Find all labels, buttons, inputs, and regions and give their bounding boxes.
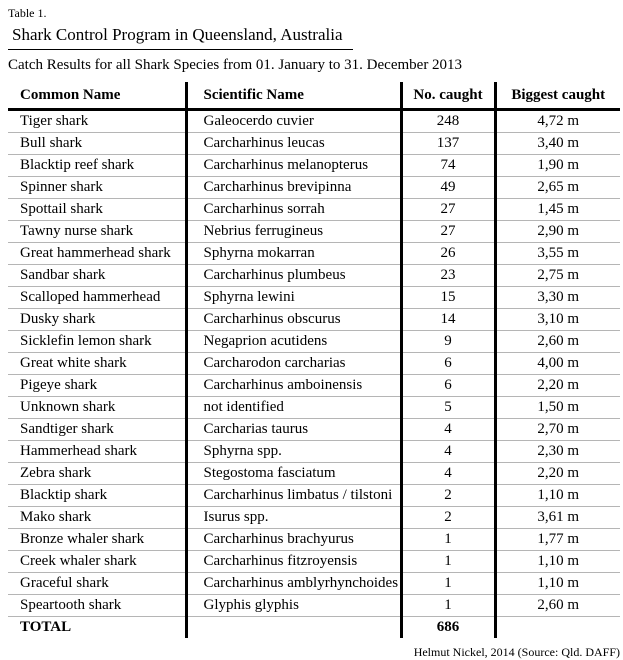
no-caught-cell: 137 — [401, 133, 495, 155]
no-caught-cell: 27 — [401, 199, 495, 221]
common-name-cell: Scalloped hammerhead — [8, 287, 186, 309]
table-body — [8, 110, 620, 617]
common-name-cell: Great white shark — [8, 353, 186, 375]
table-header-row — [8, 82, 620, 110]
table-row — [8, 485, 620, 507]
no-caught-cell: 248 — [401, 110, 495, 133]
column-header-no-caught: No. caught — [401, 82, 495, 110]
common-name-cell: Zebra shark — [8, 463, 186, 485]
common-name-cell: Blacktip reef shark — [8, 155, 186, 177]
page-title-text: Shark Control Program in Queensland, Australia — [8, 24, 353, 50]
scientific-name-cell: Glyphis glyphis — [186, 595, 401, 617]
table-row — [8, 133, 620, 155]
biggest-caught-cell: 2,70 m — [495, 419, 620, 441]
common-name-cell: Speartooth shark — [8, 595, 186, 617]
biggest-caught-cell: 3,55 m — [495, 243, 620, 265]
no-caught-cell: 6 — [401, 353, 495, 375]
table-header — [8, 82, 620, 110]
biggest-caught-cell: 1,77 m — [495, 529, 620, 551]
biggest-caught-cell: 3,10 m — [495, 309, 620, 331]
no-caught-cell: 27 — [401, 221, 495, 243]
table-row — [8, 529, 620, 551]
biggest-caught-cell: 3,61 m — [495, 507, 620, 529]
biggest-caught-cell: 1,90 m — [495, 155, 620, 177]
common-name-cell: Bull shark — [8, 133, 186, 155]
common-name-cell: Sandtiger shark — [8, 419, 186, 441]
table-row — [8, 221, 620, 243]
biggest-caught-cell: 1,10 m — [495, 551, 620, 573]
no-caught-cell: 6 — [401, 375, 495, 397]
table-row — [8, 397, 620, 419]
common-name-cell: Blacktip shark — [8, 485, 186, 507]
biggest-caught-cell: 1,50 m — [495, 397, 620, 419]
no-caught-cell: 23 — [401, 265, 495, 287]
table-footer — [8, 617, 620, 639]
scientific-name-cell: not identified — [186, 397, 401, 419]
no-caught-cell: 9 — [401, 331, 495, 353]
common-name-cell: Pigeye shark — [8, 375, 186, 397]
biggest-caught-cell: 2,90 m — [495, 221, 620, 243]
common-name-cell: Sicklefin lemon shark — [8, 331, 186, 353]
no-caught-cell: 4 — [401, 419, 495, 441]
scientific-name-cell: Carcharhinus amblyrhynchoides — [186, 573, 401, 595]
table-row — [8, 309, 620, 331]
no-caught-cell: 4 — [401, 441, 495, 463]
no-caught-cell: 2 — [401, 485, 495, 507]
table-row — [8, 155, 620, 177]
table-row — [8, 177, 620, 199]
scientific-name-cell: Nebrius ferrugineus — [186, 221, 401, 243]
no-caught-cell: 26 — [401, 243, 495, 265]
biggest-caught-cell: 3,40 m — [495, 133, 620, 155]
scientific-name-cell: Sphyrna lewini — [186, 287, 401, 309]
no-caught-cell: 1 — [401, 529, 495, 551]
table-caption-number: Table 1. — [8, 6, 47, 20]
common-name-cell: Sandbar shark — [8, 265, 186, 287]
table-row — [8, 463, 620, 485]
scientific-name-cell: Isurus spp. — [186, 507, 401, 529]
no-caught-cell: 5 — [401, 397, 495, 419]
biggest-caught-cell: 2,20 m — [495, 463, 620, 485]
common-name-cell: Tawny nurse shark — [8, 221, 186, 243]
table-row — [8, 199, 620, 221]
common-name-cell: Dusky shark — [8, 309, 186, 331]
no-caught-cell: 74 — [401, 155, 495, 177]
biggest-caught-cell: 2,65 m — [495, 177, 620, 199]
table-row — [8, 265, 620, 287]
no-caught-cell: 4 — [401, 463, 495, 485]
no-caught-cell: 14 — [401, 309, 495, 331]
total-empty-cell — [495, 617, 620, 639]
scientific-name-cell: Carcharhinus melanopterus — [186, 155, 401, 177]
scientific-name-cell: Carcharhinus obscurus — [186, 309, 401, 331]
biggest-caught-cell: 1,10 m — [495, 573, 620, 595]
column-header-biggest-caught: Biggest caught — [495, 82, 620, 110]
no-caught-cell: 1 — [401, 551, 495, 573]
table-row — [8, 551, 620, 573]
common-name-cell: Spottail shark — [8, 199, 186, 221]
biggest-caught-cell: 2,75 m — [495, 265, 620, 287]
common-name-cell: Hammerhead shark — [8, 441, 186, 463]
biggest-caught-cell: 4,72 m — [495, 110, 620, 133]
table-row — [8, 353, 620, 375]
scientific-name-cell: Carcharhinus plumbeus — [186, 265, 401, 287]
scientific-name-cell: Carcharhinus fitzroyensis — [186, 551, 401, 573]
common-name-cell: Tiger shark — [8, 110, 186, 133]
scientific-name-cell: Negaprion acutidens — [186, 331, 401, 353]
scientific-name-cell: Carcharhinus limbatus / tilstoni — [186, 485, 401, 507]
biggest-caught-cell: 2,60 m — [495, 331, 620, 353]
biggest-caught-cell: 1,45 m — [495, 199, 620, 221]
scientific-name-cell: Carcharhinus brachyurus — [186, 529, 401, 551]
biggest-caught-cell: 2,30 m — [495, 441, 620, 463]
page-subtitle: Catch Results for all Shark Species from 01. January to 31. December 2013 — [8, 57, 463, 73]
common-name-cell: Creek whaler shark — [8, 551, 186, 573]
common-name-cell: Bronze whaler shark — [8, 529, 186, 551]
no-caught-cell: 49 — [401, 177, 495, 199]
common-name-cell: Spinner shark — [8, 177, 186, 199]
catch-results-table — [8, 82, 620, 638]
page-title — [8, 24, 623, 50]
no-caught-cell: 1 — [401, 573, 495, 595]
biggest-caught-cell: 2,20 m — [495, 375, 620, 397]
column-header-common-name: Common Name — [8, 82, 186, 110]
no-caught-cell: 1 — [401, 595, 495, 617]
scientific-name-cell: Carcharodon carcharias — [186, 353, 401, 375]
total-label-cell: TOTAL — [8, 617, 186, 639]
total-row — [8, 617, 620, 639]
table-row — [8, 441, 620, 463]
table-row — [8, 110, 620, 133]
table-row — [8, 573, 620, 595]
biggest-caught-cell: 2,60 m — [495, 595, 620, 617]
scientific-name-cell: Carcharhinus sorrah — [186, 199, 401, 221]
total-empty-cell — [186, 617, 401, 639]
table-row — [8, 419, 620, 441]
column-header-scientific-name: Scientific Name — [186, 82, 401, 110]
scientific-name-cell: Stegostoma fasciatum — [186, 463, 401, 485]
no-caught-cell: 15 — [401, 287, 495, 309]
scientific-name-cell: Sphyrna spp. — [186, 441, 401, 463]
common-name-cell: Great hammerhead shark — [8, 243, 186, 265]
scientific-name-cell: Carcharhinus leucas — [186, 133, 401, 155]
biggest-caught-cell: 4,00 m — [495, 353, 620, 375]
table-row — [8, 287, 620, 309]
source-attribution: Helmut Nickel, 2014 (Source: Qld. DAFF) — [413, 645, 620, 659]
common-name-cell: Mako shark — [8, 507, 186, 529]
common-name-cell: Unknown shark — [8, 397, 186, 419]
scientific-name-cell: Galeocerdo cuvier — [186, 110, 401, 133]
total-caught-cell: 686 — [401, 617, 495, 639]
table-row — [8, 243, 620, 265]
table-row — [8, 331, 620, 353]
table-row — [8, 507, 620, 529]
scientific-name-cell: Carcharhinus brevipinna — [186, 177, 401, 199]
scientific-name-cell: Sphyrna mokarran — [186, 243, 401, 265]
scientific-name-cell: Carcharhinus amboinensis — [186, 375, 401, 397]
scientific-name-cell: Carcharias taurus — [186, 419, 401, 441]
no-caught-cell: 2 — [401, 507, 495, 529]
biggest-caught-cell: 3,30 m — [495, 287, 620, 309]
table-row — [8, 375, 620, 397]
biggest-caught-cell: 1,10 m — [495, 485, 620, 507]
table-row — [8, 595, 620, 617]
common-name-cell: Graceful shark — [8, 573, 186, 595]
